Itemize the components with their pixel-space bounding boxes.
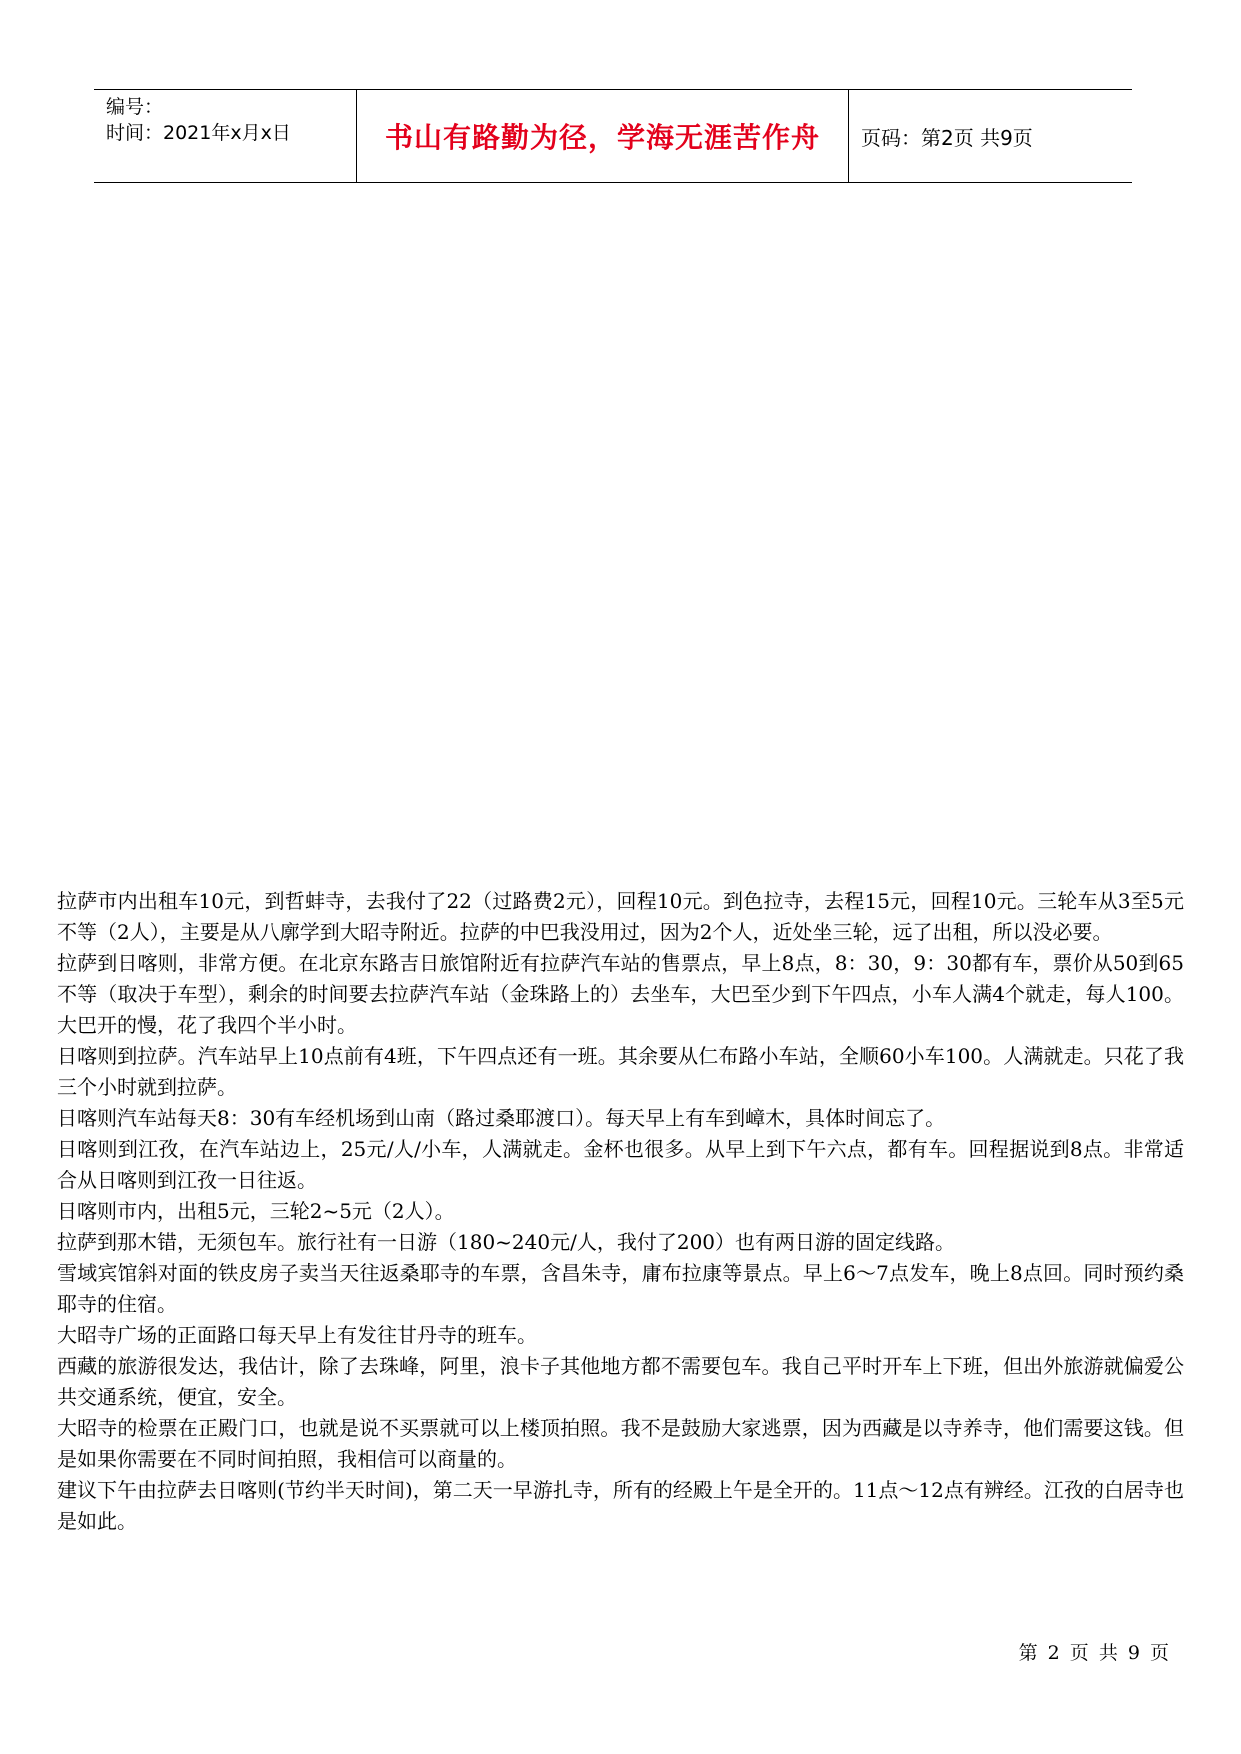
paragraph: 雪域宾馆斜对面的铁皮房子卖当天往返桑耶寺的车票，含昌朱寺，庸布拉康等景点。早上6～7点发车，晚上8点回。同时预约桑耶寺的住宿。: [57, 1261, 1184, 1316]
paragraph: 西藏的旅游很发达，我估计，除了去珠峰，阿里，浪卡子其他地方都不需要包车。我自己平时开车上下班，但出外旅游就偏爱公共交通系统，便宜，安全。: [57, 1354, 1184, 1409]
paragraph: 日喀则到拉萨。汽车站早上10点前有4班，下午四点还有一班。其余要从仁布路小车站，全顺60小车100。人满就走。只花了我三个小时就到拉萨。: [57, 1044, 1184, 1099]
paragraph: 日喀则到江孜，在汽车站边上，25元/人/小车，人满就走。金杯也很多。从早上到下午六点，都有车。回程据说到8点。非常适合从日喀则到江孜一日往返。: [57, 1137, 1184, 1192]
paragraph: 日喀则汽车站每天8：30有车经机场到山南（路过桑耶渡口）。每天早上有车到嶂木，具体时间忘了。: [57, 1106, 946, 1130]
paragraph: 拉萨到日喀则，非常方便。在北京东路吉日旅馆附近有拉萨汽车站的售票点，早上8点，8：30，9：30都有车，票价从50到65不等（取决于车型），剩余的时间要去拉萨汽车站（金珠路上的）去坐车，大巴至少到下午四点，小车人满4个就走，每人100。大巴开的慢，花了我四个半小时。: [57, 951, 1184, 1037]
page-footer-number: 第 2 页 共 9 页: [1018, 1642, 1171, 1664]
paragraph: 建议下午由拉萨去日喀则(节约半天时间)，第二天一早游扎寺，所有的经殿上午是全开的。11点～12点有辨经。江孜的白居寺也是如此。: [57, 1478, 1184, 1533]
header-page-info: 页码：第2页 共9页: [861, 125, 1033, 150]
header-motto-cell: [357, 90, 849, 182]
page-header: [94, 89, 1132, 183]
body-text: [57, 886, 1184, 1537]
paragraph: 大昭寺的检票在正殿门口，也就是说不买票就可以上楼顶拍照。我不是鼓励大家逃票，因为西藏是以寺养寺，他们需要这钱。但是如果你需要在不同时间拍照，我相信可以商量的。: [57, 1416, 1184, 1471]
date-label: 时间：2021年x月x日: [106, 122, 291, 144]
paragraph: 拉萨到那木错，无须包车。旅行社有一日游（180~240元/人，我付了200）也有两日游的固定线路。: [57, 1230, 956, 1254]
paragraph: 大昭寺广场的正面路口每天早上有发往甘丹寺的班车。: [57, 1323, 537, 1347]
header-page-info-cell: [849, 90, 1132, 182]
header-motto: 书山有路勤为径，学海无涯苦作舟: [384, 121, 820, 154]
paragraph: 拉萨市内出租车10元，到哲蚌寺，去我付了22（过路费2元），回程10元。到色拉寺，去程15元，回程10元。三轮车从3至5元不等（2人），主要是从八廓学到大昭寺附近。拉萨的中巴我没用过，因为2个人，近处坐三轮，远了出租，所以没必要。: [57, 889, 1184, 944]
serial-number-label: 编号：: [106, 96, 164, 118]
paragraph: 日喀则市内，出租5元，三轮2~5元（2人）。: [57, 1199, 455, 1223]
header-meta: [94, 90, 357, 182]
